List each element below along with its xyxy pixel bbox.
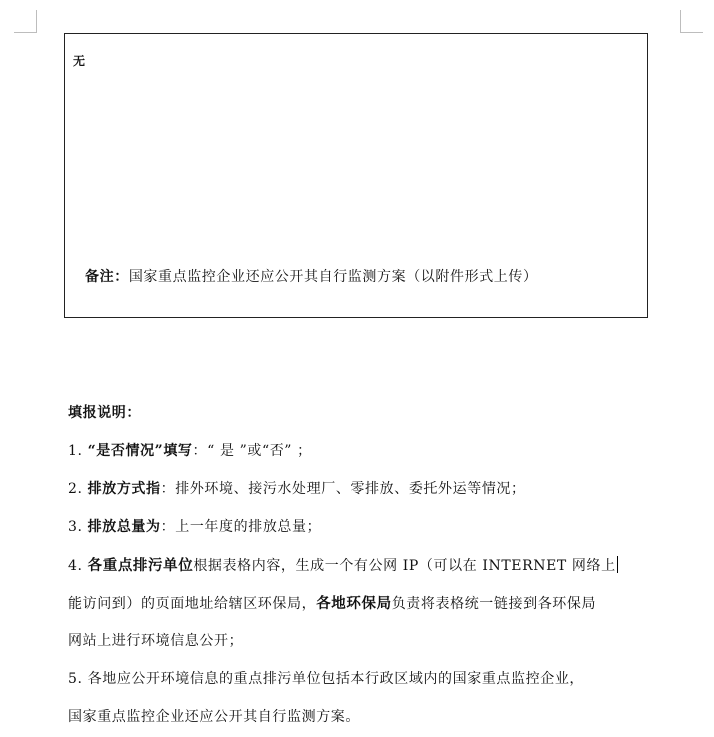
item-number: 3. — [68, 519, 83, 535]
item-text: ：排外环境、接污水处理厂、零排放、委托外运等情况； — [160, 481, 526, 497]
item-bold-text: 各重点排污单位 — [87, 558, 194, 574]
item-number: 5. — [68, 671, 83, 687]
item-text: 网站上进行环境信息公开； — [68, 633, 244, 649]
remark-text: 国家重点监控企业还应公开其自行监测方案（以附件形式上传） — [128, 269, 538, 285]
item-text: 负责将表格统一链接到各环保局 — [391, 596, 597, 612]
item-text: 能访问到）的页面地址给辖区环保局， — [68, 596, 317, 612]
item-bold-text: 排放总量为 — [87, 519, 161, 535]
item-number: 4. — [68, 558, 83, 574]
item-number: 2. — [68, 481, 83, 497]
text-cursor — [617, 556, 618, 573]
remark-label: 备注： — [85, 269, 129, 285]
instruction-item-4 — [68, 554, 618, 575]
instruction-item-4-line-3 — [68, 630, 243, 650]
instruction-item-3 — [68, 516, 321, 536]
item-text: 各地应公开环境信息的重点排污单位包括本行政区域内的国家重点监控企业， — [87, 671, 585, 687]
instruction-item-1 — [68, 440, 312, 460]
info-box — [64, 33, 648, 318]
instruction-item-5 — [68, 668, 584, 688]
item-bold-text: 各地环保局 — [316, 596, 392, 612]
item-text: 根据表格内容，生成一个有公网 IP（可以在 INTERNET 网络上 — [193, 558, 616, 574]
box-content-text: 无 — [73, 54, 86, 68]
instruction-item-5-line-2 — [68, 706, 360, 726]
instruction-item-2 — [68, 478, 526, 498]
item-bold-text: 排放方式指 — [87, 481, 161, 497]
instruction-item-4-line-2 — [68, 592, 596, 613]
remark-line — [85, 266, 538, 286]
item-text: ：上一年度的排放总量； — [160, 519, 322, 535]
item-text: 国家重点监控企业还应公开其自行监测方案。 — [68, 709, 360, 725]
instructions-title: 填报说明： — [68, 405, 141, 421]
item-number: 1. — [68, 443, 83, 459]
item-text: ：“ 是 ”或“否” ； — [192, 443, 312, 459]
item-bold-text: “是否情况”填写 — [87, 443, 193, 459]
page-corner-mark-top-left — [14, 10, 37, 33]
page-corner-mark-top-right — [680, 10, 703, 33]
